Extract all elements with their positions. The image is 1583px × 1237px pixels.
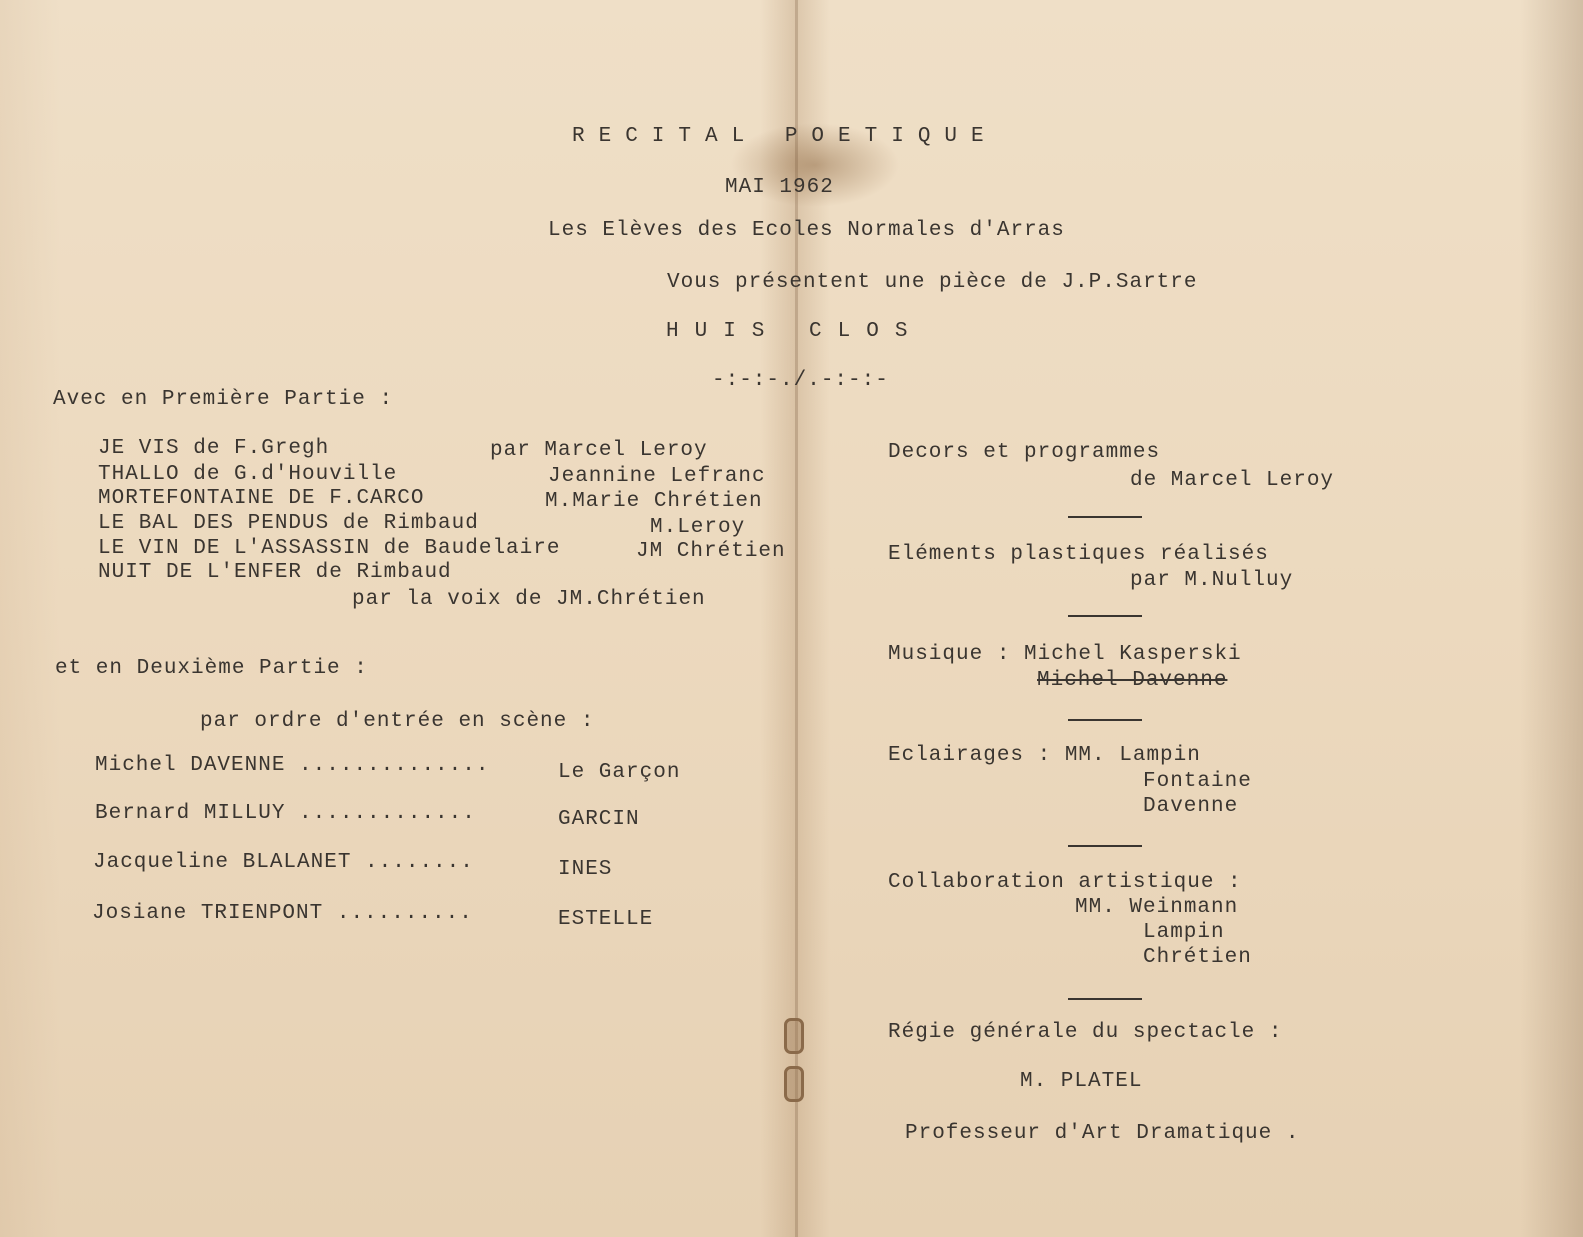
music-struck-name: Michel Davenne [1037,669,1228,692]
decors-name: de Marcel Leroy [1130,469,1335,492]
plastic-label: Eléments plastiques réalisés [888,543,1269,566]
cast-role: ESTELLE [558,908,654,931]
poem-title: THALLO de G.d'Houville [98,463,398,486]
lighting-line: Eclairages : MM. Lampin [888,744,1201,767]
lighting-name: Davenne [1143,795,1239,818]
decors-label: Decors et programmes [888,441,1161,464]
credit-divider [1068,998,1142,1000]
music-line: Musique : Michel Kasperski [888,643,1242,666]
collab-label: Collaboration artistique : [888,871,1242,894]
lighting-name: Fontaine [1143,770,1252,793]
staple-bottom [784,1066,804,1102]
collab-name: Chrétien [1143,946,1252,969]
cast-actor: Jacqueline BLALANET ........ [93,851,474,874]
cast-actor: Josiane TRIENPONT .......... [92,902,473,925]
cast-actor: Bernard MILLUY ............. [95,802,476,825]
presenters-line: Les Elèves des Ecoles Normales d'Arras [548,219,1065,242]
plastic-name: par M.Nulluy [1130,569,1294,592]
play-line: Vous présentent une pièce de J.P.Sartre [667,271,1198,294]
header-separator: -:-:-./.-:-:- [712,369,889,392]
poem-reader: M.Leroy [650,516,746,539]
collab-name: MM. Weinmann [1075,896,1239,919]
recital-title: RECITAL POETIQUE [572,125,998,148]
collab-name: Lampin [1143,921,1225,944]
poem-title: MORTEFONTAINE DE F.CARCO [98,487,425,510]
poem-title: LE BAL DES PENDUS de Rimbaud [98,512,479,535]
part-one-heading: Avec en Première Partie : [53,388,394,411]
credit-divider [1068,719,1142,721]
program-date: MAI 1962 [725,176,834,199]
credit-divider [1068,615,1142,617]
voice-line: par la voix de JM.Chrétien [352,588,706,611]
regie-label: Régie générale du spectacle : [888,1021,1283,1044]
poem-reader: JM Chrétien [636,540,786,563]
regie-title: Professeur d'Art Dramatique . [905,1122,1300,1145]
play-title: HUIS CLOS [666,320,924,343]
poem-reader: M.Marie Chrétien [545,490,763,513]
poem-reader: Jeannine Lefranc [548,465,766,488]
poem-title: JE VIS de F.Gregh [98,437,330,460]
poem-reader: par Marcel Leroy [490,439,708,462]
poem-title: LE VIN DE L'ASSASSIN de Baudelaire [98,537,561,560]
cast-role: Le Garçon [558,761,681,784]
regie-name: M. PLATEL [1020,1070,1143,1093]
cast-actor: Michel DAVENNE .............. [95,754,490,777]
part-two-heading: et en Deuxième Partie : [55,657,368,680]
credit-divider [1068,516,1142,518]
cast-role: GARCIN [558,808,640,831]
order-line: par ordre d'entrée en scène : [200,710,595,733]
credit-divider [1068,845,1142,847]
cast-role: INES [558,858,613,881]
staple-top [784,1018,804,1054]
poem-title: NUIT DE L'ENFER de Rimbaud [98,561,452,584]
